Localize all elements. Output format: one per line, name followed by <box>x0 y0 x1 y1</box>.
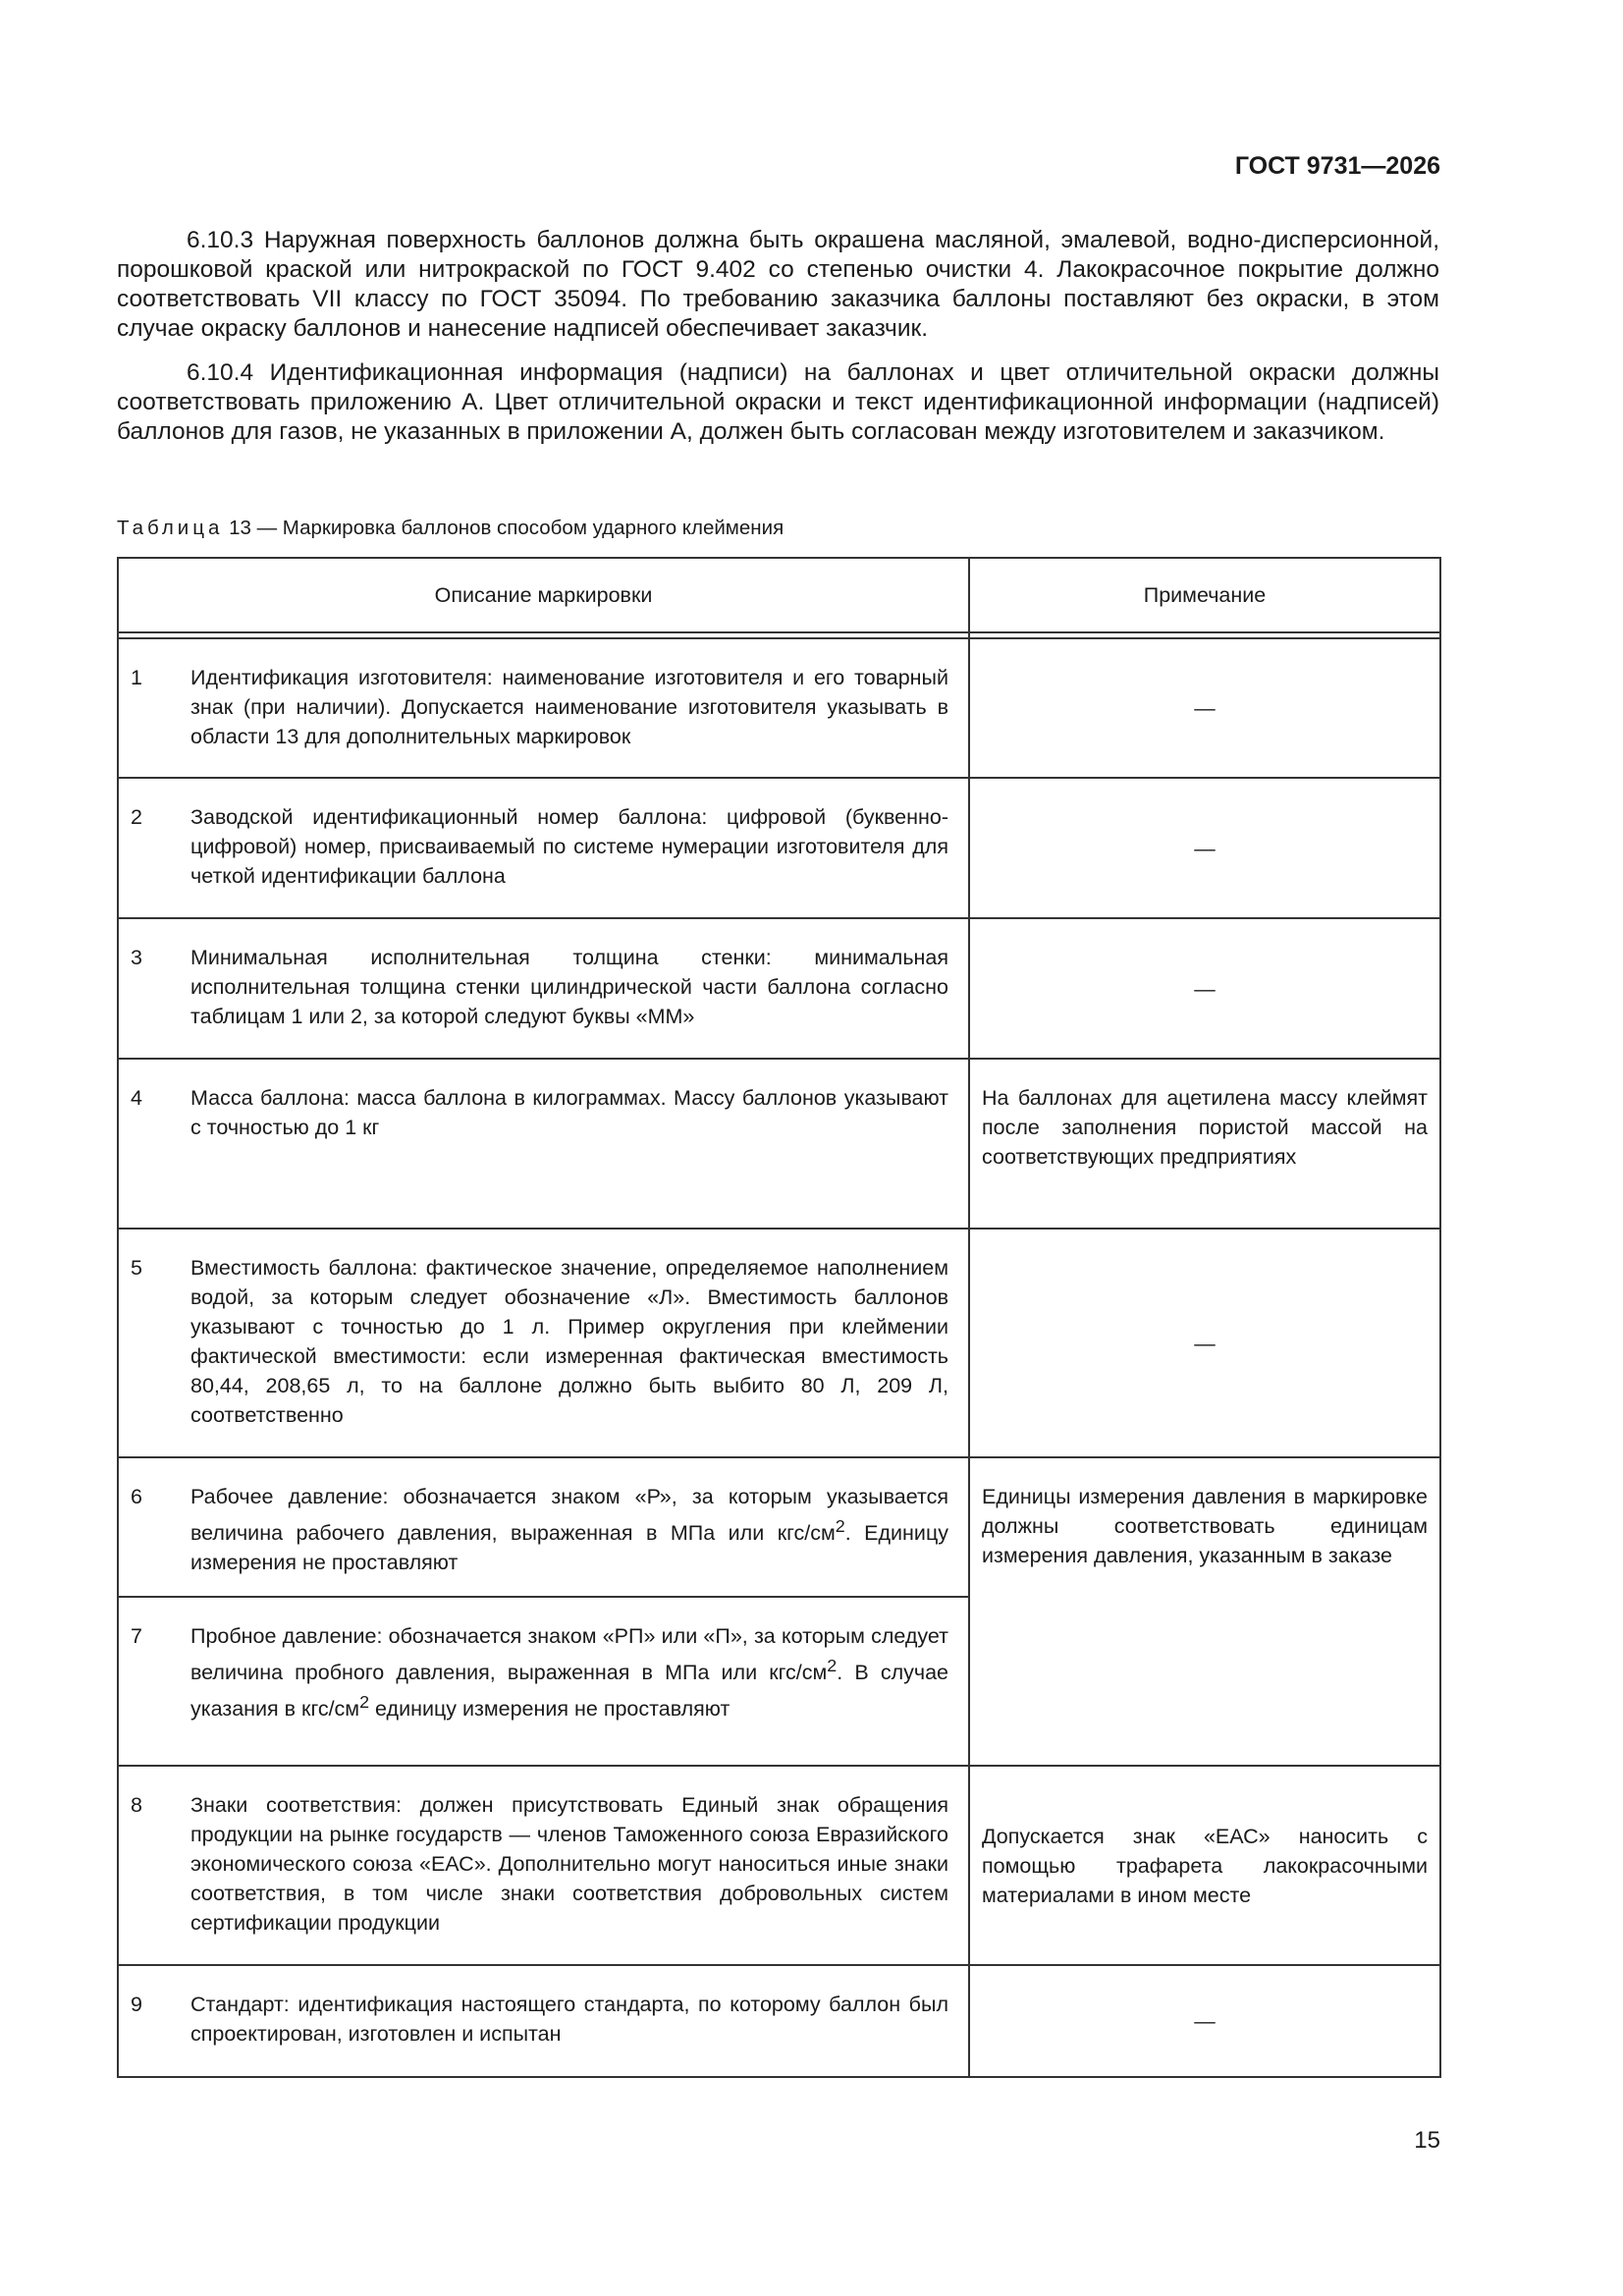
row-note: — <box>969 778 1440 918</box>
row-number: 6 <box>131 1485 142 1508</box>
row-number: 3 <box>131 946 142 969</box>
table-row <box>118 1766 1440 1965</box>
marking-table <box>117 557 1441 2078</box>
table-row <box>118 1457 1440 1597</box>
table-row <box>118 638 1440 778</box>
column-header-note: Примечание <box>969 558 1440 632</box>
row-description: Минимальная исполнительная толщина стенки: минимальная исполнительная толщина стенки цилиндрической части баллона согласно таблицам 1 или 2, за которой следуют буквы «ММ» <box>190 946 948 1028</box>
row-note: — <box>969 918 1440 1059</box>
row-number: 7 <box>131 1624 142 1648</box>
row-note: — <box>969 1229 1440 1457</box>
table-row <box>118 1059 1440 1229</box>
row-number: 5 <box>131 1256 142 1280</box>
document-id: ГОСТ 9731—2026 <box>1234 152 1440 180</box>
row-description: Масса баллона: масса баллона в килограммах. Массу баллонов указывают с точностью до 1 кг <box>190 1086 948 1139</box>
row-note: Единицы измерения давления в маркировке должны соответствовать единицам измерения давления, указанным в заказе <box>969 1457 1440 1766</box>
row-number: 4 <box>131 1086 142 1110</box>
row-description: Заводской идентификационный номер баллона: цифровой (буквенно-цифровой) номер, присваиваемый по системе нумерации изготовителя для четкой идентификации баллона <box>190 805 948 888</box>
row-description: Вместимость баллона: фактическое значение, определяемое наполнением водой, за которым следует обозначение «Л». Вместимость баллонов указывают с точностью до 1 л. Пример округления при клеймении фактической вместимости: если измеренная фактическая вместимость 80,44, 208,65 л, то на баллоне должно быть выбито 80 Л, 209 Л, соответственно <box>190 1256 948 1427</box>
row-number: 8 <box>131 1793 142 1817</box>
row-note: Допускается знак «ЕАС» наносить с помощью трафарета лакокрасочными материалами в ином месте <box>969 1766 1440 1965</box>
table-caption-label: Таблица <box>117 517 224 539</box>
row-note: — <box>969 638 1440 778</box>
row-note: — <box>969 1965 1440 2077</box>
table-row <box>118 778 1440 918</box>
table-caption <box>117 517 784 540</box>
table-row <box>118 918 1440 1059</box>
paragraph-6-10-4: 6.10.4 Идентификационная информация (надписи) на баллонах и цвет отличительной окраски должны соответствовать приложению А. Цвет отличительной окраски и текст идентификационной информации (надписей) баллонов для газов, не указанных в приложении А, должен быть согласован между изготовителем и заказчиком. <box>117 359 1439 445</box>
row-number: 1 <box>131 666 142 689</box>
table-row <box>118 1229 1440 1457</box>
row-number: 2 <box>131 805 142 829</box>
row-number: 9 <box>131 1993 142 2016</box>
row-description: Знаки соответствия: должен присутствовать Единый знак обращения продукции на рынке государств — членов Таможенного союза Евразийского экономического союза «ЕАС». Дополнительно могут наноситься иные знаки соответствия, в том числе знаки соответствия добровольных систем сертификации продукции <box>190 1793 948 1935</box>
page-number: 15 <box>1414 2127 1440 2154</box>
row-description: Рабочее давление: обозначается знаком «Р», за которым указывается величина рабочего давления, выраженная в МПа или кгс/$см^2$. Единицу измерения не проставляют <box>190 1485 949 1575</box>
row-description: Пробное давление: обозначается знаком «РП» или «П», за которым следует величина пробного давления, выраженная в МПа или кгс/$см^2$. В случае указания в кгс/$см^2$ единицу измерения не проставляют <box>190 1624 949 1722</box>
row-description: Стандарт: идентификация настоящего стандарта, по которому баллон был спроектирован, изготовлен и испытан <box>190 1993 948 2046</box>
paragraph-6-10-3: 6.10.3 Наружная поверхность баллонов должна быть окрашена масляной, эмалевой, водно-дисперсионной, порошковой краской или нитрокраской по ГОСТ 9.402 со степенью очистки 4. Лакокрасочное покрытие должно соответствовать VII классу по ГОСТ 35094. По требованию заказчика баллоны поставляют без окраски, в этом случае окраску баллонов и нанесение надписей обеспечивает заказчик. <box>117 227 1439 342</box>
table-caption-text: 13 — Маркировка баллонов способом ударного клеймения <box>223 517 784 539</box>
column-header-description: Описание маркировки <box>118 558 969 632</box>
row-description: Идентификация изготовителя: наименование изготовителя и его товарный знак (при наличии). Допускается наименование изготовителя указывать в области 13 для дополнительных маркировок <box>190 666 948 748</box>
row-note: На баллонах для ацетилена массу клеймят после заполнения пористой массой на соответствующих предприятиях <box>969 1059 1440 1229</box>
table-row <box>118 1965 1440 2077</box>
